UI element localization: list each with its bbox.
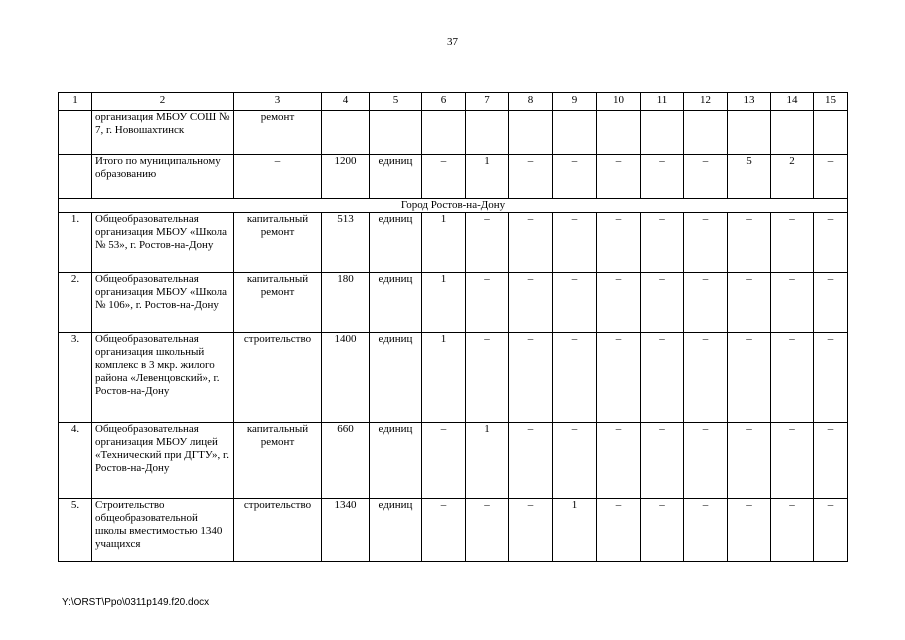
table-row [59,213,848,273]
table-cell [553,111,597,155]
table-cell [422,111,466,155]
table-cell: 1400 [322,333,370,423]
table-cell: – [771,213,814,273]
table-cell [59,155,92,199]
header-cell: 11 [641,93,684,111]
table-cell: – [641,499,684,562]
table-cell: 1 [553,499,597,562]
table-cell: – [466,273,509,333]
table-cell: единиц [370,499,422,562]
table-cell: – [684,213,728,273]
table-cell: – [509,333,553,423]
table-cell: – [728,213,771,273]
table-cell: 3. [59,333,92,423]
header-cell: 3 [234,93,322,111]
table-cell [466,111,509,155]
table-cell: – [597,333,641,423]
table-cell: 180 [322,273,370,333]
table-cell: – [597,213,641,273]
table-cell [684,111,728,155]
table-cell [641,111,684,155]
table-cell: 5. [59,499,92,562]
table-cell: – [728,333,771,423]
header-cell: 12 [684,93,728,111]
table-cell: – [509,273,553,333]
table-cell: строительство [234,333,322,423]
table-cell [728,111,771,155]
table-cell: – [814,155,848,199]
object-name-cell: Общеобразовательная организация МБОУ «Школа № 53», г. Ростов-на-Дону [92,213,234,273]
table-row [59,111,848,155]
table-cell: капитальный ремонт [234,423,322,499]
table-cell: – [597,423,641,499]
table-cell: 1 [466,155,509,199]
table-cell: – [422,499,466,562]
table-cell: – [684,333,728,423]
table-cell: 1 [466,423,509,499]
table-cell: – [814,213,848,273]
table-cell: – [509,155,553,199]
object-name-cell: организация МБОУ СОШ № 7, г. Новошахтинск [92,111,234,155]
table-cell: – [553,273,597,333]
table-cell: – [553,213,597,273]
object-name-cell: Общеобразовательная организация МБОУ «Школа № 106», г. Ростов-на-Дону [92,273,234,333]
table-cell: 1340 [322,499,370,562]
object-name-cell: Общеобразовательная организация МБОУ лицей «Технический при ДГТУ», г. Ростов-на-Дону [92,423,234,499]
header-cell: 6 [422,93,466,111]
table-cell: – [728,423,771,499]
header-cell: 7 [466,93,509,111]
table-cell [59,111,92,155]
table-cell: – [509,499,553,562]
page-number: 37 [447,36,458,48]
table-cell: – [771,499,814,562]
table-cell [597,111,641,155]
table-cell [322,111,370,155]
header-cell: 10 [597,93,641,111]
table-cell: – [728,273,771,333]
table-cell: – [814,499,848,562]
header-cell: 15 [814,93,848,111]
table-cell: 2 [771,155,814,199]
table-cell: – [814,423,848,499]
table-row [59,273,848,333]
header-cell: 13 [728,93,771,111]
table-cell: – [422,423,466,499]
table-cell: – [728,499,771,562]
object-name-cell: Общеобразовательная организация школьный комплекс в 3 мкр. жилого района «Левенцовский», г. Ростов-на-Дону [92,333,234,423]
table-row [59,333,848,423]
section-row [59,199,848,213]
table-cell [814,111,848,155]
file-path-footer: Y:\ORST\Ppo\0311p149.f20.docx [62,597,210,608]
table-cell: – [597,499,641,562]
table-cell: – [553,333,597,423]
table-cell: 4. [59,423,92,499]
object-name-cell: Итого по муниципальному образованию [92,155,234,199]
header-cell: 2 [92,93,234,111]
header-cell: 5 [370,93,422,111]
table-cell: – [641,273,684,333]
table-cell: строительство [234,499,322,562]
object-name-cell: Строительство общеобразовательной школы вместимостью 1340 учащихся [92,499,234,562]
table-cell: – [684,273,728,333]
table-cell [509,111,553,155]
header-cell: 8 [509,93,553,111]
table-cell [771,111,814,155]
table-cell: – [641,155,684,199]
table-cell: ремонт [234,111,322,155]
table-cell: капитальный ремонт [234,213,322,273]
table-cell: – [466,499,509,562]
header-cell: 1 [59,93,92,111]
table-cell: – [553,423,597,499]
table-cell: – [466,333,509,423]
table-row [59,155,848,199]
table-row [59,499,848,562]
header-cell: 9 [553,93,597,111]
header-cell: 14 [771,93,814,111]
table-cell: – [771,333,814,423]
table-cell: единиц [370,213,422,273]
table-cell: – [422,155,466,199]
table-cell: – [509,423,553,499]
table-cell: – [641,213,684,273]
table-cell: – [641,423,684,499]
table-cell: – [234,155,322,199]
table-body [59,93,848,562]
table-cell: 660 [322,423,370,499]
table-cell: 5 [728,155,771,199]
header-row [59,93,848,111]
table-cell: 513 [322,213,370,273]
table-cell: – [771,273,814,333]
table-cell [370,111,422,155]
table-cell: – [641,333,684,423]
table-cell: единиц [370,155,422,199]
data-table [58,92,848,562]
table-cell: – [814,333,848,423]
table-cell: капитальный ремонт [234,273,322,333]
table-cell: 1200 [322,155,370,199]
table-cell: – [509,213,553,273]
table-cell: – [597,273,641,333]
table-row [59,423,848,499]
table-cell: 2. [59,273,92,333]
table-cell: – [466,213,509,273]
table-cell: единиц [370,333,422,423]
table-cell: 1 [422,333,466,423]
section-title: Город Ростов-на-Дону [59,199,848,213]
table-cell: 1 [422,213,466,273]
header-cell: 4 [322,93,370,111]
table-cell: – [684,423,728,499]
table-cell: – [684,155,728,199]
table-cell: – [597,155,641,199]
table-cell: – [814,273,848,333]
table-cell: единиц [370,423,422,499]
table-cell: – [684,499,728,562]
table-cell: – [553,155,597,199]
table-cell: 1. [59,213,92,273]
table-cell: единиц [370,273,422,333]
table-cell: 1 [422,273,466,333]
table-cell: – [771,423,814,499]
